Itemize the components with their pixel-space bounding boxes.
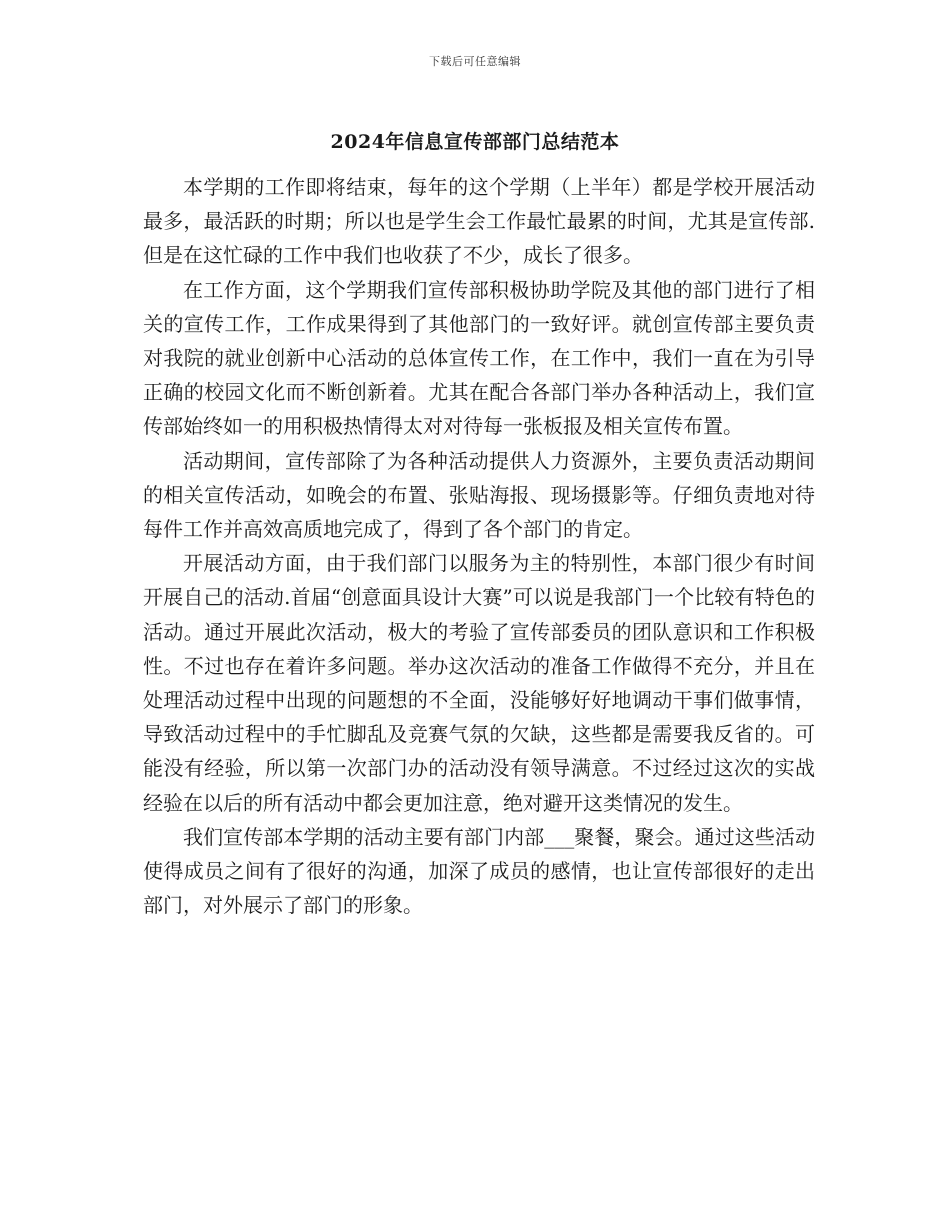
document-body	[143, 170, 815, 922]
paragraph-2: 在工作方面，这个学期我们宣传部积极协助学院及其他的部门进行了相关的宣传工作，工作成果得到了其他部门的一致好评。就创宣传部主要负责对我院的就业创新中心活动的总体宣传工作，在工作中，我们一直在为引导正确的校园文化而不断创新着。尤其在配合各部门举办各种活动上，我们宣传部始终如一的用积极热情得太对对待每一张板报及相关宣传布置。	[143, 277, 815, 439]
paragraph-3: 活动期间，宣传部除了为各种活动提供人力资源外，主要负责活动期间的相关宣传活动，如晚会的布置、张贴海报、现场摄影等。仔细负责地对待每件工作并高效高质地完成了，得到了各个部门的肯定。	[143, 448, 815, 542]
paragraph-4: 开展活动方面，由于我们部门以服务为主的特别性，本部门很少有时间开展自己的活动.首届“创意面具设计大赛”可以说是我部门一个比较有特色的活动。通过开展此次活动，极大的考验了宣传部委员的团队意识和工作积极性。不过也存在着许多问题。举办这次活动的准备工作做得不充分，并且在处理活动过程中出现的问题想的不全面，没能够好好地调动干事们做事情，导致活动过程中的手忙脚乱及竞赛气氛的欠缺，这些都是需要我反省的。可能没有经验，所以第一次部门办的活动没有领导满意。不过经过这次的实战经验在以后的所有活动中都会更加注意，绝对避开这类情况的发生。	[143, 551, 815, 815]
paragraph-5: 我们宣传部本学期的活动主要有部门内部___聚餐，聚会。通过这些活动使得成员之间有了很好的沟通，加深了成员的感情，也让宣传部很好的走出部门，对外展示了部门的形象。	[143, 824, 815, 918]
paragraph-1: 本学期的工作即将结束，每年的这个学期（上半年）都是学校开展活动最多，最活跃的时期；所以也是学生会工作最忙最累的时间，尤其是宣传部.但是在这忙碌的工作中我们也收获了不少，成长了很多。	[143, 175, 815, 268]
document-title: 2024年信息宣传部部门总结范本	[330, 131, 620, 153]
header-note: 下载后可任意编辑	[429, 55, 521, 68]
